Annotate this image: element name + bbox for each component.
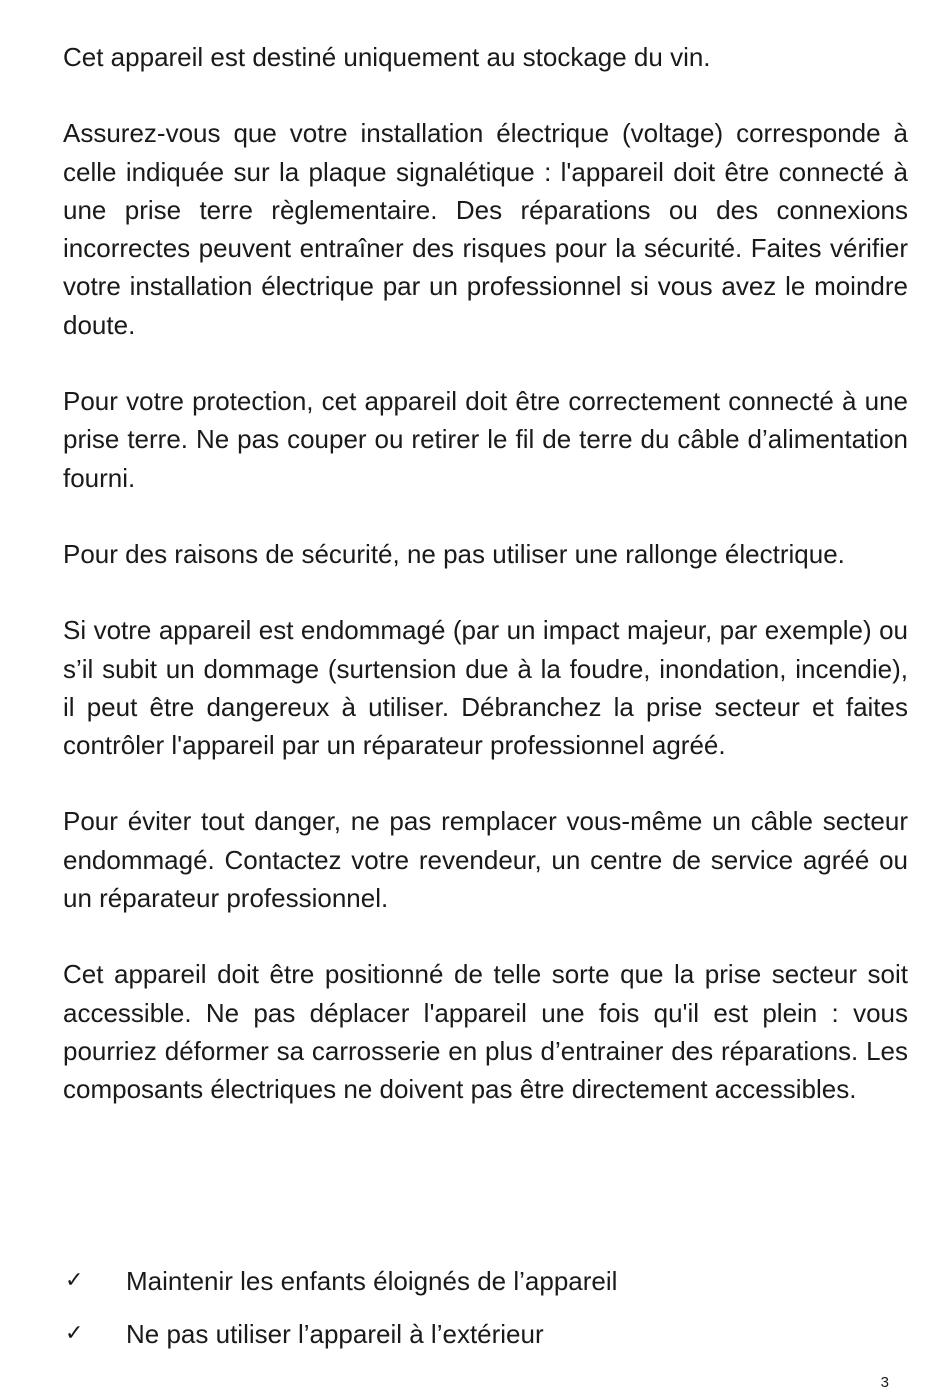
document-body xyxy=(63,38,908,1147)
paragraph-no-extension: Pour des raisons de sécurité, ne pas utiliser une rallonge électrique. xyxy=(63,538,845,569)
safety-checklist xyxy=(63,1262,908,1368)
checkmark-icon: ✓ xyxy=(65,1321,84,1346)
checkmark-icon: ✓ xyxy=(65,1268,84,1293)
paragraph-damaged-appliance: Si votre appareil est endommagé (par un impact majeur, par exemple) ou s’il subit un dommage (surtension due à la foudre, inondation, incendie), il peut être dangereux à utiliser. Débranchez la prise secteur et faites contrôler l'appareil par un réparateur professionnel agréé. xyxy=(63,615,908,761)
paragraph-damaged-cable: Pour éviter tout danger, ne pas remplacer vous-même un câble secteur endommagé. Contactez votre revendeur, un centre de service agréé ou un réparateur professionnel. xyxy=(63,806,908,914)
checklist-item xyxy=(63,1315,908,1353)
checklist-item-text: Maintenir les enfants éloignés de l’appareil xyxy=(126,1266,618,1296)
page-number: 3 xyxy=(880,1374,889,1391)
paragraph-ground-protection: Pour votre protection, cet appareil doit être correctement connecté à une prise terre. Ne pas couper ou retirer le fil de terre du câble d’alimentation fourni. xyxy=(63,386,908,493)
paragraph-electrical-installation: Assurez-vous que votre installation électrique (voltage) corresponde à celle indiquée sur la plaque signalétique : l'appareil doit être connecté à une prise terre règlementaire. Des réparations ou des connexions incorrectes peuvent entraîner des risques pour la sécurité. Faites vérifier votre installation électrique par un professionnel si vous avez le moindre doute. xyxy=(63,118,908,340)
paragraph-intro: Cet appareil est destiné uniquement au stockage du vin. xyxy=(63,42,711,72)
checklist-item xyxy=(63,1262,908,1300)
paragraph-positioning: Cet appareil doit être positionné de telle sorte que la prise secteur soit accessible. Ne pas déplacer l'appareil une fois qu'il est plein : vous pourriez déformer sa carrosserie en plus d’entrainer des réparations. Les composants électriques ne doivent pas être directement accessibles. xyxy=(63,959,908,1105)
checklist-item-text: Ne pas utiliser l’appareil à l’extérieur xyxy=(126,1319,544,1349)
